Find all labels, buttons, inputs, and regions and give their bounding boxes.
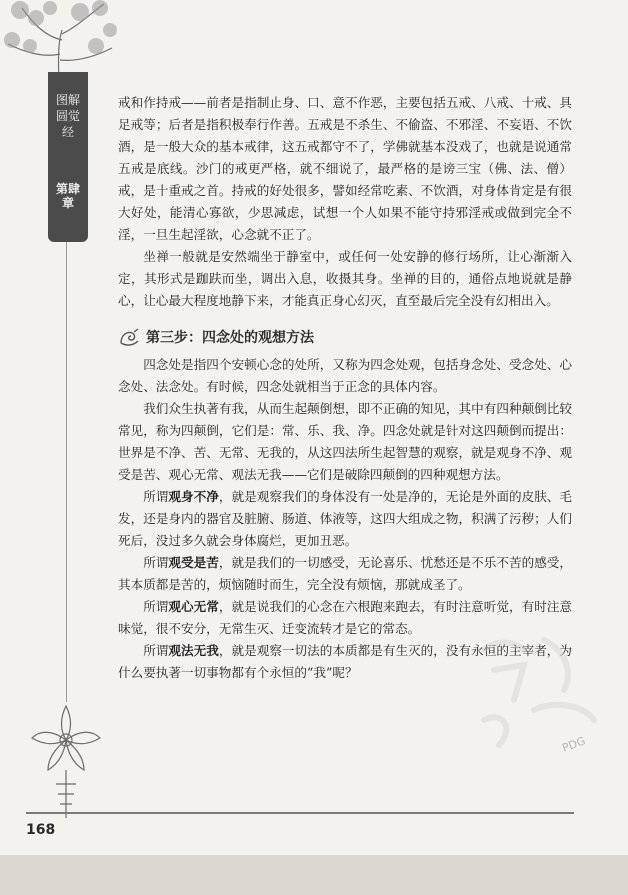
page-number: 168 [26,822,56,838]
paragraph-prefix: 所谓 [143,555,169,570]
section-heading [118,326,572,350]
paragraph-four-foundations: 四念处是指四个安顿心念的处所，又称为四念处观，包括身念处、受念处、心念处、法念处。有时候，四念处就相当于正念的具体内容。 [118,357,572,394]
main-content [118,92,572,684]
heading-swirl-icon [118,328,140,348]
paragraph-four-inversions: 我们众生执著有我，从而生起颠倒想，即不正确的知见，其中有四种颠倒比较常见，称为四颠倒，它们是：常、乐、我、净。四念处就是针对这四颠倒而提出：世界是不净、苦、无常、无我的，从这四法所生起智慧的观察，就是观身不净、观受是苦、观心无常、观法无我——它们是破除四颠倒的四种观想方法。 [118,401,572,482]
section-heading-text: 第三步：四念处的观想方法 [146,330,314,346]
term-feeling-suffering: 观受是苦 [168,555,219,570]
paragraph-body-text: ，就是我们的一切感受，无论喜乐、忧愁还是不乐不苦的感受，其本质都是苦的，烦恼随时而生，完全没有烦恼，那就成圣了。 [118,555,573,592]
paragraph-meditation: 坐禅一般就是安然端坐于静室中，或任何一处安静的修行场所，让心渐渐入定，其形式是跏趺而坐，调出入息，收摄其身。坐禅的目的，通俗点地说就是静心，让心最大程度地静下来，才能真正身心幻灭，直至最后完全没有幻相出入。 [118,249,572,308]
paragraph-prefix: 所谓 [143,643,169,658]
term-mind-impermanent: 观心无常 [168,599,219,614]
page-bottom-edge [0,855,628,895]
lotus-ornament-icon [26,700,106,820]
paragraph-body-text: ，就是观察我们的身体没有一处是净的，无论是外面的皮肤、毛发，还是身内的器官及脏腑、肠道、体液等，这四大组成之物，积满了污秽；人们死后，没过多久就会身体腐烂，更加丑恶。 [118,489,573,548]
paragraph-body-text: ，就是说我们的心念在六根跑来跑去，有时注意听觉，有时注意味觉，很不安分，无常生灭、迁变流转才是它的常态。 [118,599,573,636]
paragraph-body-text: ，就是观察一切法的本质都是有生灭的，没有永恒的主宰者，为什么要执著一切事物都有个永恒的“我”呢？ [118,643,573,680]
sidebar-chapter-label: 第肆章 [56,182,81,210]
term-dharma-no-self: 观法无我 [168,643,219,658]
term-body-impure: 观身不净 [168,489,219,504]
paragraph-prefix: 所谓 [143,599,169,614]
sidebar-book-title: 图解圆觉经 [56,93,81,139]
paragraph-precepts: 戒和作持戒——前者是指制止身、口、意不作恶，主要包括五戒、八戒、十戒、具足戒等；后者是指积极奉行作善。五戒是不杀生、不偷盗、不邪淫、不妄语、不饮酒，是一般大众的基本戒律，这五戒都守不了，学佛就基本没戏了，也就是说通常五戒是底线。沙门的戒更严格，就不细说了，最严格的是谤三宝（佛、法、僧）戒，是十重戒之首。持戒的好处很多，譬如经常吃素、不饮酒，对身体肯定是有很大好处，能清心寡欲，少思减虑，试想一个人如果不能守持邪淫戒或做到完全不淫，一旦生起淫欲，心念就不正了。 [118,95,572,242]
paragraph-prefix: 所谓 [143,489,169,504]
paragraph-body-impure [118,486,572,552]
footer-rule [26,812,574,814]
sidebar-divider-line [66,242,67,702]
watermark-label: PDG [560,734,588,755]
watermark-seal-icon [454,620,614,760]
paragraph-feeling-suffering [118,552,572,596]
